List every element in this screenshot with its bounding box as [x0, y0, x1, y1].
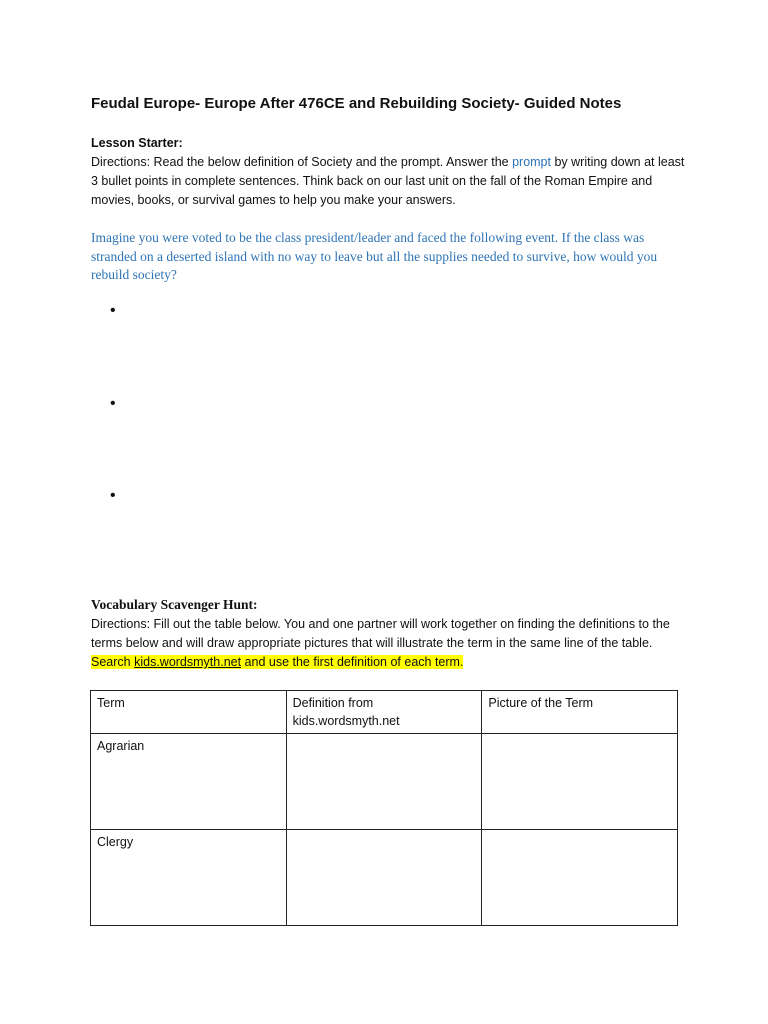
lesson-starter-heading: Lesson Starter: — [91, 136, 183, 150]
definition-cell[interactable] — [286, 830, 482, 926]
directions-text-end: by writing down at least 3 bullet points in complete sentences. Think back on our last unit on the fall of the Roman Empire and movies, books, or survival games to help you make your answers. — [91, 155, 685, 207]
table-row — [91, 830, 678, 926]
picture-cell[interactable] — [482, 734, 678, 830]
definition-cell[interactable] — [286, 734, 482, 830]
column-header-term: Term — [91, 691, 287, 734]
column-header-definition: Definition from kids.wordsmyth.net — [286, 691, 482, 734]
search-instruction-highlight — [91, 655, 463, 669]
picture-cell[interactable] — [482, 830, 678, 926]
vocab-heading: Vocabulary Scavenger Hunt: — [91, 597, 258, 612]
lesson-starter-directions — [91, 153, 691, 210]
vocab-directions-text: Directions: Fill out the table below. You and one partner will work together on finding the definitions to the terms below and will draw appropriate pictures that will illustrate the term in the same line of the table. — [91, 617, 670, 650]
answer-bullet: • — [110, 487, 116, 504]
table-row — [91, 734, 678, 830]
prompt-word: prompt — [512, 155, 551, 169]
vocab-table — [90, 690, 678, 926]
writing-prompt: Imagine you were voted to be the class president/leader and faced the following event. If the class was stranded on a deserted island with no way to leave but all the supplies needed to survive, how would you rebuild society? — [91, 230, 658, 282]
term-cell: Clergy — [91, 830, 287, 926]
directions-text-start: Directions: Read the below definition of Society and the prompt. Answer the — [91, 155, 513, 169]
column-header-picture: Picture of the Term — [482, 691, 678, 734]
answer-bullet: • — [110, 395, 116, 412]
term-cell: Agrarian — [91, 734, 287, 830]
answer-bullet: • — [110, 302, 116, 319]
search-text: Search — [91, 655, 135, 669]
table-header-row — [91, 691, 678, 734]
wordsmyth-link[interactable]: kids.wordsmyth.net — [134, 655, 242, 669]
page-title: Feudal Europe- Europe After 476CE and Rebuilding Society- Guided Notes — [91, 95, 622, 112]
search-text-end: and use the first definition of each term. — [241, 655, 464, 669]
vocab-directions — [91, 615, 691, 672]
